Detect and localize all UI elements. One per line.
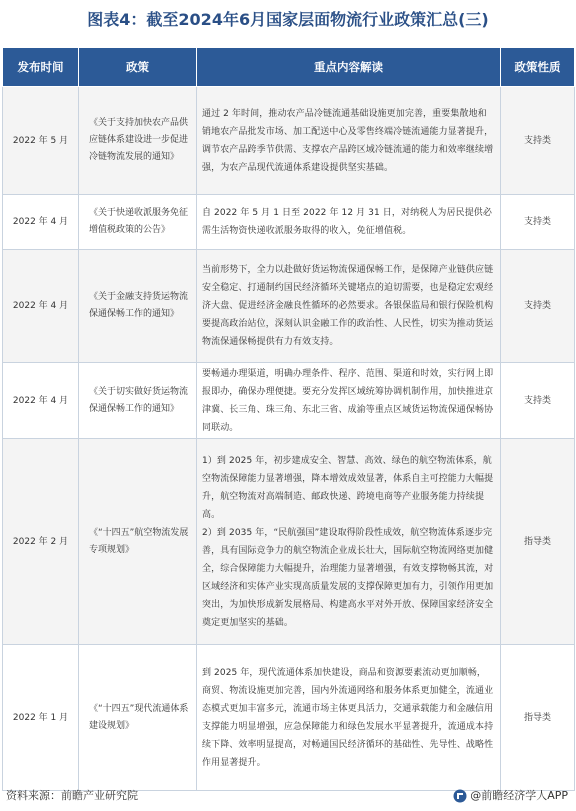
brand-credit: [453, 781, 568, 811]
cell-content: 当前形势下，全力以赴做好货运物流保通保畅工作，是保障产业链供应链安全稳定、打通制约国民经济循环关键堵点的迫切需要，也是稳定宏观经济大盘、促进经济金融良性循环的必然要求。各银保监局和银行保险机构要提高政治站位，深刻认识金融工作的政治性、人民性，切实为推动货运物流保通保畅提供有力有效支持。: [197, 250, 501, 363]
policy-table: [2, 47, 575, 791]
table-row: [3, 645, 575, 791]
cell-date: 2022 年 2 月: [3, 439, 79, 645]
footer: [0, 781, 576, 811]
cell-policy: 《关于金融支持货运物流保通保畅工作的通知》: [79, 250, 197, 363]
table-header-row: [3, 48, 575, 87]
header-policy: 政策: [79, 48, 197, 87]
brand-logo-icon: [453, 789, 467, 803]
table-row: [3, 87, 575, 195]
header-nature: 政策性质: [501, 48, 575, 87]
table-row: [3, 195, 575, 250]
cell-content: 1）到 2025 年，初步建成安全、智慧、高效、绿色的航空物流体系，航空物流保障能力显著增强，降本增效成效显著，体系自主可控能力大幅提升，航空物流对高端制造、邮政快递、跨境电商等产业服务能力持续提高。 2）到 2035 年，“民航强国”建设取得阶段性成效，航空物流体系逐步完善，具有国际竞争力的航空物流企业成长壮大，国际航空物流网络更加健全，综合保障能力大幅提升，治理能力显著增强，有效支撑物畅其流，对区域经济和实体产业实现高质量发展的支撑保障更加有力，引领作用更加突出，为加快形成新发展格局、构建高水平对外开放、保障国家经济安全奠定更加坚实的基础。: [197, 439, 501, 645]
header-content: 重点内容解读: [197, 48, 501, 87]
page-title: 图表4：截至2024年6月国家层面物流行业政策汇总(三): [87, 10, 489, 29]
cell-content: 通过 2 年时间，推动农产品冷链流通基础设施更加完善，重要集散地和销地农产品批发市场、加工配送中心及零售终端冷链流通能力显著提升，调节农产品跨季节供需、支撑农产品跨区域冷链流通的能力和效率继续增强，为农产品现代流通体系建设提供坚实基础。: [197, 87, 501, 195]
cell-content: 要畅通办理渠道，明确办理条件、程序、范围、渠道和时效，实行网上即报即办，确保办理便捷。要充分发挥区域统筹协调机制作用，加快推进京津冀、长三角、珠三角、东北三省、成渝等重点区域货运物流保通保畅协同联动。: [197, 363, 501, 439]
cell-date: 2022 年 4 月: [3, 363, 79, 439]
cell-date: 2022 年 5 月: [3, 87, 79, 195]
cell-content: 到 2025 年，现代流通体系加快建设，商品和资源要素流动更加顺畅，商贸、物流设施更加完善，国内外流通网络和服务体系更加健全，流通业态模式更加丰富多元，流通市场主体更具活力，交通承载能力和金融信用支撑能力明显增强，应急保障能力和绿色发展水平显著提升，流通成本持续下降、效率明显提高，对畅通国民经济循环的基础性、先导性、战略性作用显著提升。: [197, 645, 501, 791]
cell-policy: 《关于支持加快农产品供应链体系建设进一步促进冷链物流发展的通知》: [79, 87, 197, 195]
cell-nature: 支持类: [501, 363, 575, 439]
cell-nature: 支持类: [501, 250, 575, 363]
cell-policy: 《关于快递收派服务免征增值税政策的公告》: [79, 195, 197, 250]
cell-nature: 指导类: [501, 439, 575, 645]
table-row: [3, 250, 575, 363]
source-note: 资料来源：前瞻产业研究院: [6, 789, 138, 802]
brand-text: @前瞻经济学人APP: [470, 789, 568, 802]
cell-date: 2022 年 4 月: [3, 195, 79, 250]
cell-date: 2022 年 1 月: [3, 645, 79, 791]
cell-nature: 支持类: [501, 195, 575, 250]
cell-policy: 《“十四五”现代流通体系建设规划》: [79, 645, 197, 791]
table-row: [3, 363, 575, 439]
cell-date: 2022 年 4 月: [3, 250, 79, 363]
cell-nature: 指导类: [501, 645, 575, 791]
cell-nature: 支持类: [501, 87, 575, 195]
cell-policy: 《“十四五”航空物流发展专项规划》: [79, 439, 197, 645]
cell-content: 自 2022 年 5 月 1 日至 2022 年 12 月 31 日，对纳税人为居民提供必需生活物资快递收派服务取得的收入，免征增值税。: [197, 195, 501, 250]
table-row: [3, 439, 575, 645]
cell-policy: 《关于切实做好货运物流保通保畅工作的通知》: [79, 363, 197, 439]
header-date: 发布时间: [3, 48, 79, 87]
